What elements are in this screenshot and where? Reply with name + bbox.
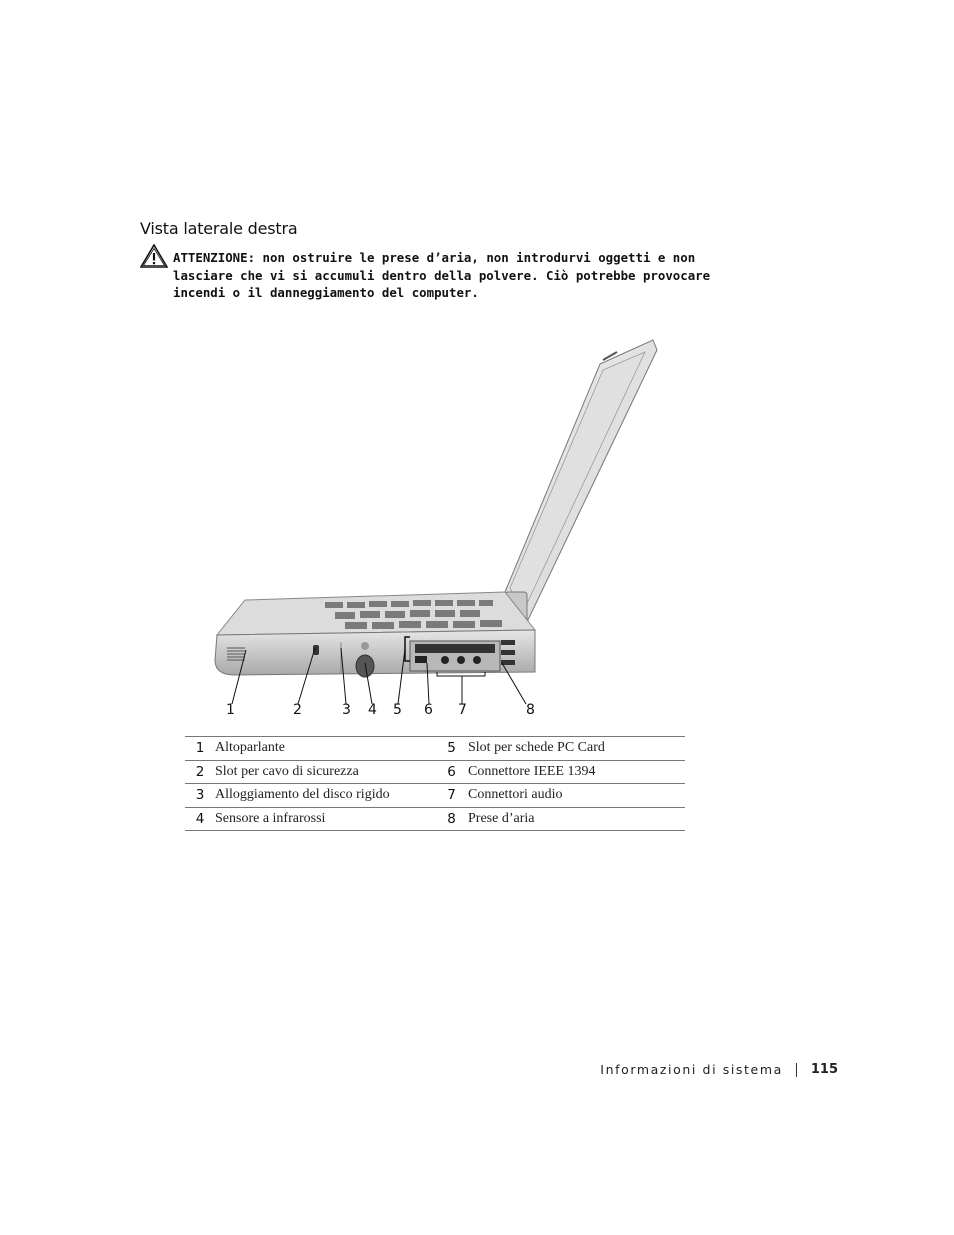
legend-number: 8 [447,810,456,827]
callout-2: 2 [293,702,302,718]
legend-number: 4 [195,810,205,827]
legend-label: Altoparlante [215,740,285,756]
legend-label: Prese d’aria [468,810,535,826]
legend-label: Connettore IEEE 1394 [468,763,596,779]
legend-number: 1 [195,740,205,757]
callout-6: 6 [424,702,433,718]
legend-number: 2 [195,763,205,780]
legend-label: Slot per cavo di sicurezza [215,763,359,779]
callout-7: 7 [458,702,467,718]
laptop-right-side-illustration [205,330,675,725]
callout-4: 4 [368,702,377,718]
callout-1: 1 [226,702,235,718]
legend-label: Connettori audio [468,787,563,803]
legend-number: 3 [195,787,205,804]
legend-number: 5 [447,740,456,757]
warning-triangle-icon [140,244,168,268]
legend-label: Alloggiamento del disco rigido [215,787,390,803]
callout-3: 3 [342,702,351,718]
table-row [185,760,685,784]
warning-text [173,249,738,302]
table-row [185,737,685,761]
footer-divider [796,1063,797,1077]
legend-number: 6 [447,763,456,780]
table-row [185,784,685,808]
legend-number: 7 [447,787,456,804]
page-footer [600,1062,838,1077]
callout-8: 8 [526,702,535,718]
legend-label: Sensore a infrarossi [215,810,326,826]
warning-label: ATTENZIONE: [173,250,256,265]
section-title: Vista laterale destra [140,219,298,238]
warning-body: non ostruire le prese d’aria, non introdurvi oggetti e non lasciare che vi si accumuli dentro della polvere. Ciò potrebbe provocare incendi o il danneggiamento del computer. [173,250,711,300]
callout-5: 5 [393,702,402,718]
legend-table [185,736,685,831]
table-row [185,807,685,831]
page-number: 115 [810,1062,838,1077]
footer-section-title: Informazioni di sistema [600,1062,783,1077]
legend-label: Slot per schede PC Card [468,740,605,756]
